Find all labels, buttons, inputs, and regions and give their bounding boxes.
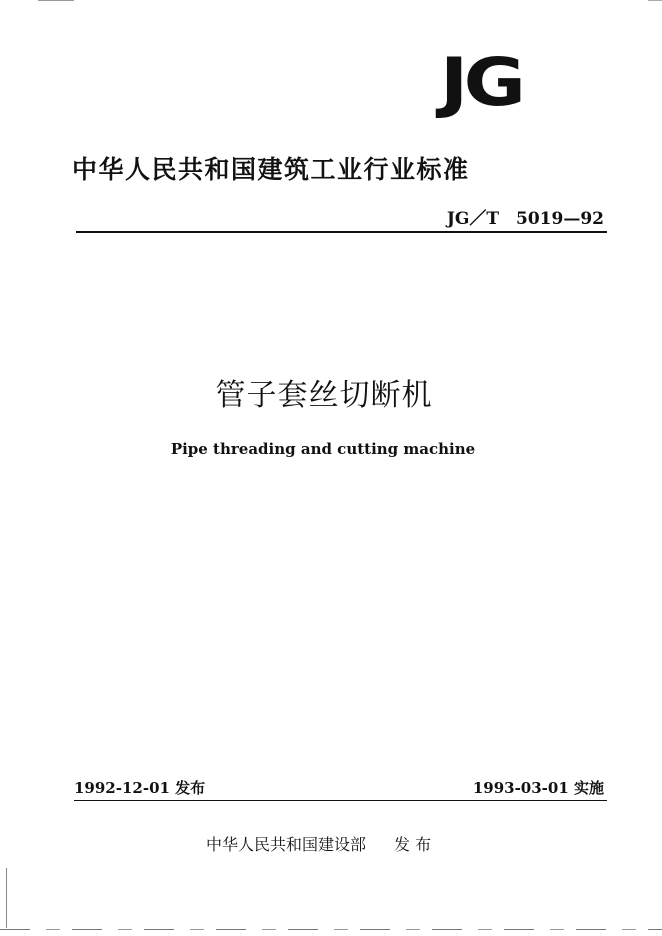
jg-logo: JG	[440, 44, 522, 121]
scan-artifact-bottom	[0, 929, 662, 930]
publisher-name: 中华人民共和国建设部	[206, 835, 367, 854]
publisher-line	[206, 832, 431, 855]
scan-artifact-top	[38, 0, 74, 1]
publish-label: 发 布	[394, 835, 432, 854]
scan-artifact-left	[6, 868, 7, 928]
issue-date: 1992-12-01 发布	[74, 779, 206, 797]
standard-code: JG／T 5019—92	[446, 209, 604, 229]
implementation-date: 1993-03-01 实施	[472, 779, 604, 797]
footer-divider	[74, 800, 607, 801]
header-divider	[76, 231, 607, 233]
standard-category: 中华人民共和国建筑工业行业标准	[72, 155, 470, 184]
document-title-chinese: 管子套丝切断机	[215, 378, 433, 413]
scan-artifact-top-right	[648, 0, 662, 1]
document-title-english: Pipe threading and cutting machine	[170, 440, 476, 458]
